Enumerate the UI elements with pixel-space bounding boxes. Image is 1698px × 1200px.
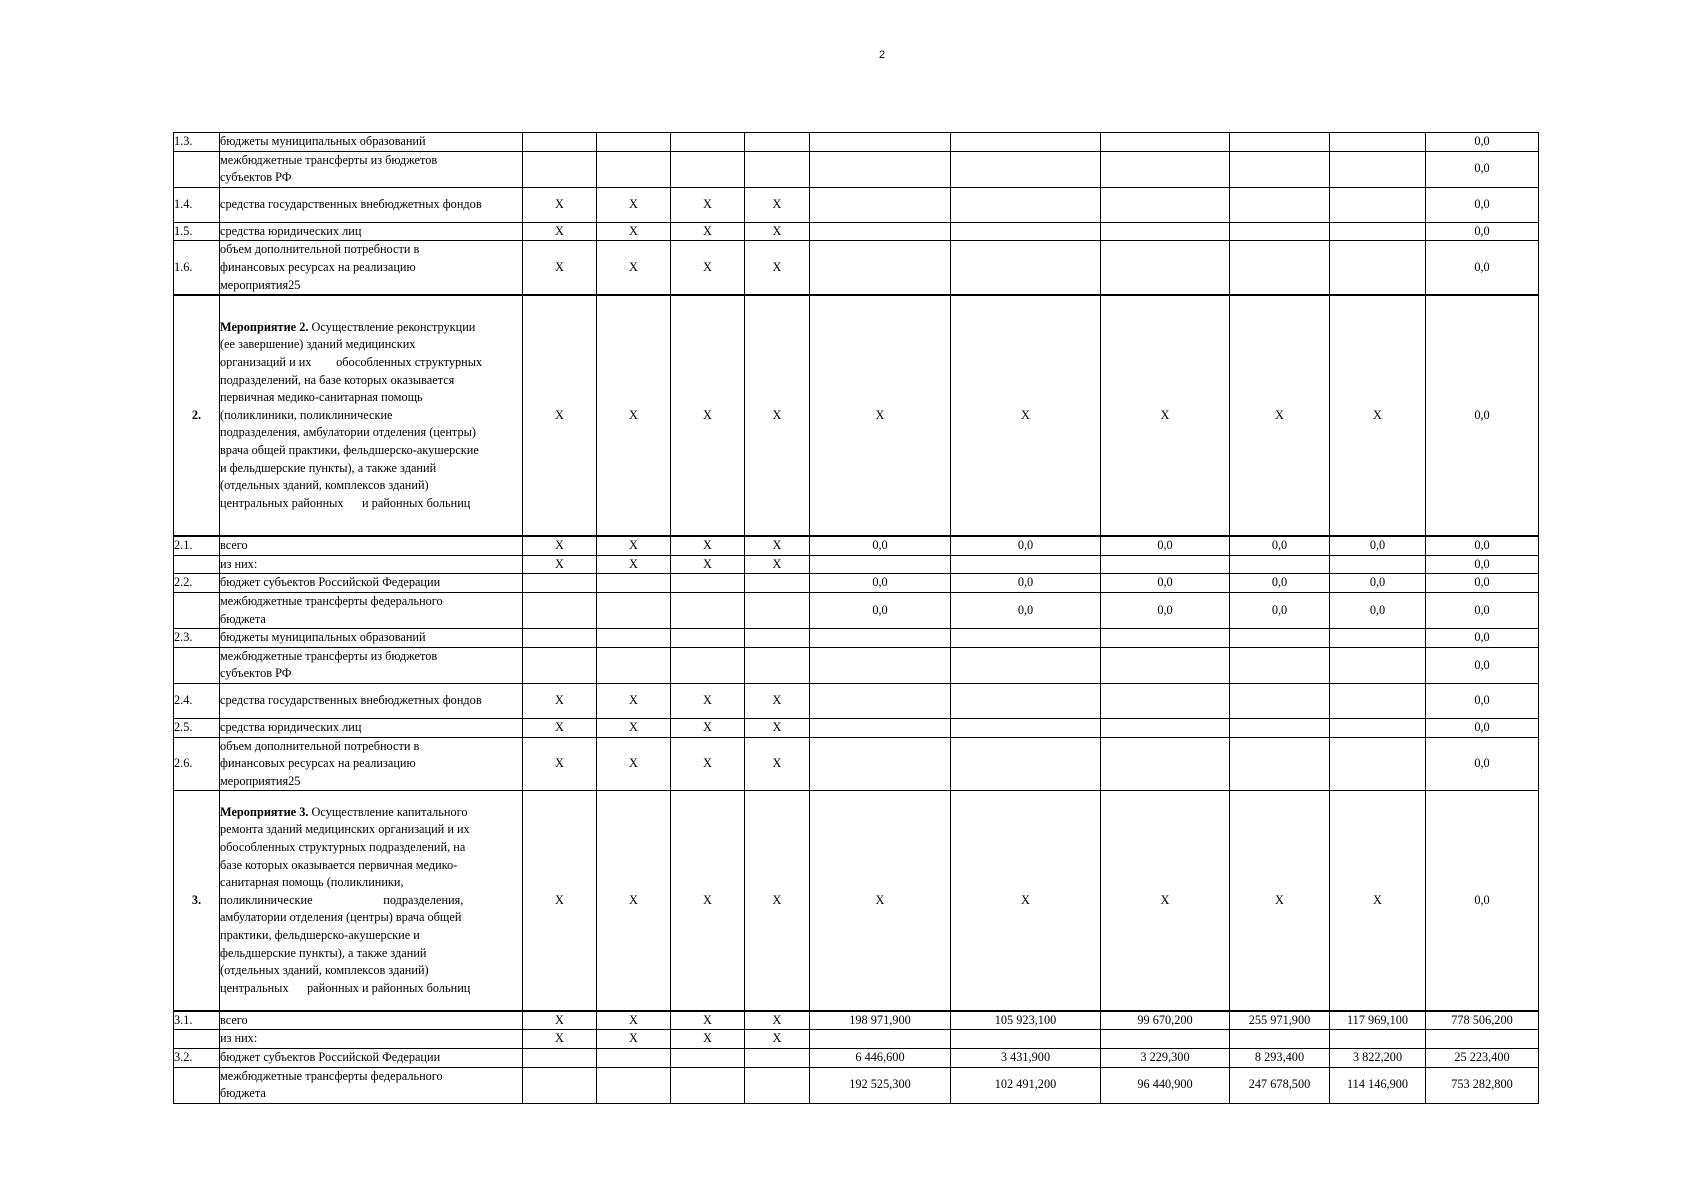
indicator-cell: Х [523,555,597,574]
amount-cell [1230,133,1330,152]
amount-cell [1330,737,1426,791]
amount-cell [951,683,1101,718]
indicator-cell [671,592,745,628]
table-row [174,151,1539,187]
indicator-cell: Х [597,718,671,737]
indicator-cell: Х [523,295,597,536]
table-row [174,1011,1539,1030]
amount-cell [1230,718,1330,737]
row-description-text: бюджет субъектов Российской Федерации [220,575,441,590]
indicator-cell: Х [745,1030,810,1049]
indicator-cell: Х [597,241,671,295]
amount-cell: 0,0 [1330,574,1426,593]
total-cell: 0,0 [1426,133,1539,152]
row-number [174,151,220,187]
indicator-cell: Х [745,536,810,555]
amount-cell [810,1030,951,1049]
row-description-text: средства юридических лиц [220,719,362,734]
row-number: 2.3. [174,629,220,648]
indicator-cell: Х [597,536,671,555]
table-row [174,1067,1539,1103]
row-number: 2.2. [174,574,220,593]
amount-cell [810,647,951,683]
activity-title: Мероприятие 2. [220,319,309,334]
indicator-cell: Х [671,1030,745,1049]
amount-cell [1101,133,1230,152]
indicator-cell: Х [745,187,810,222]
row-description-text: из них: [220,556,258,571]
indicator-cell: Х [597,683,671,718]
row-description [220,295,523,536]
table-row [174,555,1539,574]
row-description-text: бюджет субъектов Российской Федерации [220,1049,441,1064]
row-number: 2.4. [174,683,220,718]
indicator-cell [671,647,745,683]
amount-cell: Х [810,295,951,536]
row-description-text: всего [220,1012,248,1027]
row-description-text: межбюджетные трансферты федерального бюджета [220,593,443,626]
amount-cell [1230,151,1330,187]
row-description [220,683,523,718]
amount-cell: 8 293,400 [1230,1048,1330,1067]
row-number [174,555,220,574]
amount-cell: 247 678,500 [1230,1067,1330,1103]
amount-cell: 6 446,600 [810,1048,951,1067]
amount-cell: 0,0 [951,592,1101,628]
amount-cell: Х [810,791,951,1011]
amount-cell: Х [1230,791,1330,1011]
row-number [174,647,220,683]
amount-cell [1230,555,1330,574]
amount-cell: 192 525,300 [810,1067,951,1103]
row-description [220,151,523,187]
row-description-text: средства юридических лиц [220,223,362,238]
amount-cell [810,222,951,241]
indicator-cell: Х [671,222,745,241]
row-description [220,555,523,574]
row-description-text: бюджеты муниципальных образований [220,630,426,645]
indicator-cell: Х [671,683,745,718]
row-description [220,187,523,222]
table-row [174,647,1539,683]
table-row [174,222,1539,241]
indicator-cell: Х [523,791,597,1011]
row-description-text: объем дополнительной потребности в финансовых ресурсах на реализацию мероприятия25 [220,242,420,292]
row-description [220,1011,523,1030]
total-cell: 0,0 [1426,555,1539,574]
row-description [220,574,523,593]
amount-cell [951,718,1101,737]
table-row [174,683,1539,718]
amount-cell [1330,222,1426,241]
amount-cell: 102 491,200 [951,1067,1101,1103]
table-row [174,295,1539,536]
amount-cell [1230,241,1330,295]
indicator-cell: Х [745,683,810,718]
total-cell: 0,0 [1426,647,1539,683]
table-row [174,187,1539,222]
amount-cell: 0,0 [1101,592,1230,628]
amount-cell: 0,0 [1330,536,1426,555]
row-description [220,222,523,241]
row-description [220,1030,523,1049]
row-number: 3.2. [174,1048,220,1067]
total-cell [1426,1030,1539,1049]
amount-cell [1101,1030,1230,1049]
indicator-cell [523,133,597,152]
total-cell: 0,0 [1426,718,1539,737]
row-description-text: межбюджетные трансферты из бюджетов субъектов РФ [220,152,438,185]
indicator-cell: Х [671,241,745,295]
amount-cell [1330,683,1426,718]
amount-cell [951,241,1101,295]
table-row [174,592,1539,628]
amount-cell [810,629,951,648]
amount-cell: 3 431,900 [951,1048,1101,1067]
indicator-cell: Х [745,718,810,737]
amount-cell [810,737,951,791]
indicator-cell [671,574,745,593]
indicator-cell [671,1067,745,1103]
row-number: 1.6. [174,241,220,295]
total-cell: 0,0 [1426,791,1539,1011]
total-cell: 0,0 [1426,187,1539,222]
row-description-text: средства государственных внебюджетных фондов [220,693,482,708]
indicator-cell [745,1067,810,1103]
indicator-cell [671,133,745,152]
indicator-cell: Х [671,295,745,536]
indicator-cell [745,647,810,683]
indicator-cell: Х [745,222,810,241]
amount-cell [1230,187,1330,222]
amount-cell [951,647,1101,683]
amount-cell [1330,151,1426,187]
indicator-cell: Х [745,555,810,574]
indicator-cell: Х [597,737,671,791]
indicator-cell: Х [523,536,597,555]
amount-cell [1330,555,1426,574]
amount-cell [1101,151,1230,187]
amount-cell [1101,683,1230,718]
total-cell: 25 223,400 [1426,1048,1539,1067]
amount-cell: 198 971,900 [810,1011,951,1030]
row-number [174,1030,220,1049]
total-cell: 753 282,800 [1426,1067,1539,1103]
amount-cell [810,683,951,718]
amount-cell [1101,222,1230,241]
total-cell: 0,0 [1426,222,1539,241]
indicator-cell: Х [523,241,597,295]
indicator-cell: Х [671,187,745,222]
amount-cell [1230,683,1330,718]
amount-cell [1230,737,1330,791]
row-number [174,1067,220,1103]
amount-cell: 0,0 [1230,536,1330,555]
indicator-cell: Х [523,737,597,791]
row-description-text: бюджеты муниципальных образований [220,134,426,148]
row-description-text: межбюджетные трансферты из бюджетов субъектов РФ [220,648,438,681]
row-description [220,737,523,791]
row-description [220,1048,523,1067]
indicator-cell: Х [671,737,745,791]
indicator-cell [745,1048,810,1067]
amount-cell [951,1030,1101,1049]
table-row [174,629,1539,648]
indicator-cell [523,151,597,187]
indicator-cell [597,629,671,648]
row-description-text: межбюджетные трансферты федерального бюджета [220,1068,443,1101]
total-cell: 0,0 [1426,241,1539,295]
row-description [220,791,523,1011]
indicator-cell: Х [597,222,671,241]
indicator-cell: Х [745,1011,810,1030]
indicator-cell: Х [745,295,810,536]
row-description-text: Осуществление реконструкции (ее завершение) зданий медицинских организаций и их обособленных структурных подразделений, на базе которых оказывается первичная медико-санитарная помощь (поликлиники, поликлинические подразделения, амбулатории отделения (центры) врача общей практики, фельдшерско-акушерские и фельдшерские пункты), а также зданий (отдельных зданий, комплексов зданий) центральных районных и районных больниц [220,319,483,510]
amount-cell [1330,1030,1426,1049]
table-row [174,241,1539,295]
indicator-cell [671,1048,745,1067]
indicator-cell: Х [745,791,810,1011]
indicator-cell: Х [745,737,810,791]
table-row [174,574,1539,593]
amount-cell [1330,187,1426,222]
indicator-cell: Х [523,718,597,737]
indicator-cell: Х [671,536,745,555]
row-description-text: из них: [220,1031,258,1046]
amount-cell [951,151,1101,187]
row-description [220,718,523,737]
amount-cell [1230,647,1330,683]
amount-cell: 0,0 [1230,574,1330,593]
indicator-cell [597,647,671,683]
amount-cell: 0,0 [1330,592,1426,628]
amount-cell [810,133,951,152]
amount-cell: Х [951,295,1101,536]
amount-cell: 3 229,300 [1101,1048,1230,1067]
indicator-cell: Х [745,241,810,295]
indicator-cell [745,574,810,593]
indicator-cell: Х [523,222,597,241]
row-description-text: объем дополнительной потребности в финансовых ресурсах на реализацию мероприятия25 [220,738,420,788]
amount-cell [1101,241,1230,295]
amount-cell: Х [951,791,1101,1011]
indicator-cell [523,1048,597,1067]
amount-cell [810,151,951,187]
row-number: 1.3. [174,133,220,152]
total-cell: 0,0 [1426,592,1539,628]
indicator-cell: Х [597,1030,671,1049]
row-number: 2.6. [174,737,220,791]
amount-cell [951,737,1101,791]
amount-cell [1101,647,1230,683]
amount-cell [951,629,1101,648]
amount-cell: Х [1101,791,1230,1011]
indicator-cell [597,574,671,593]
indicator-cell [597,1067,671,1103]
amount-cell: 0,0 [810,592,951,628]
table-row [174,737,1539,791]
row-description [220,241,523,295]
indicator-cell [523,1067,597,1103]
indicator-cell [597,592,671,628]
amount-cell: 0,0 [1101,536,1230,555]
indicator-cell [523,592,597,628]
row-description [220,647,523,683]
row-description [220,592,523,628]
amount-cell: 96 440,900 [1101,1067,1230,1103]
row-number: 2.1. [174,536,220,555]
amount-cell [1101,737,1230,791]
indicator-cell: Х [597,1011,671,1030]
amount-cell [951,222,1101,241]
table-row [174,1030,1539,1049]
row-number: 3.1. [174,1011,220,1030]
amount-cell: 0,0 [1101,574,1230,593]
amount-cell: Х [1230,295,1330,536]
row-description [220,536,523,555]
table-row [174,536,1539,555]
amount-cell [1101,718,1230,737]
amount-cell: Х [1330,791,1426,1011]
indicator-cell [597,151,671,187]
amount-cell [1330,647,1426,683]
total-cell: 0,0 [1426,151,1539,187]
row-description-text: Осуществление капитального ремонта зданий медицинских организаций и их обособленных структурных подразделений, на базе которых оказывается первичная медико- санитарная помощь (поликлиники, поликлинические подразделения, амбулатории отделения (центры) врача общей практики, фельдшерско-акушерские и фельдшерские пункты), а также зданий (отдельных зданий, комплексов зданий) центральных районных и районных больниц [220,804,471,995]
amount-cell [951,187,1101,222]
amount-cell [1101,555,1230,574]
amount-cell [810,241,951,295]
amount-cell [951,555,1101,574]
amount-cell: 0,0 [1230,592,1330,628]
total-cell: 0,0 [1426,683,1539,718]
amount-cell [1330,133,1426,152]
table-row [174,1048,1539,1067]
activity-title: Мероприятие 3. [220,804,309,819]
budget-table-body [174,133,1539,1104]
row-description [220,133,523,152]
row-description-text: всего [220,538,248,553]
amount-cell: 0,0 [810,574,951,593]
amount-cell [1330,629,1426,648]
page-number: 2 [878,49,886,61]
indicator-cell: Х [597,187,671,222]
row-number: 2.5. [174,718,220,737]
indicator-cell: Х [671,555,745,574]
indicator-cell [745,592,810,628]
indicator-cell: Х [523,1030,597,1049]
amount-cell: 114 146,900 [1330,1067,1426,1103]
indicator-cell [671,151,745,187]
amount-cell [810,718,951,737]
budget-table [173,132,1539,1104]
amount-cell [1330,241,1426,295]
indicator-cell: Х [523,683,597,718]
amount-cell: 99 670,200 [1101,1011,1230,1030]
table-row [174,718,1539,737]
indicator-cell [597,133,671,152]
indicator-cell [671,629,745,648]
total-cell: 778 506,200 [1426,1011,1539,1030]
row-description [220,1067,523,1103]
indicator-cell [597,1048,671,1067]
total-cell: 0,0 [1426,737,1539,791]
amount-cell: 0,0 [810,536,951,555]
amount-cell: 3 822,200 [1330,1048,1426,1067]
amount-cell: 255 971,900 [1230,1011,1330,1030]
amount-cell [1230,222,1330,241]
amount-cell [1230,629,1330,648]
amount-cell [1330,718,1426,737]
table-row [174,133,1539,152]
total-cell: 0,0 [1426,295,1539,536]
indicator-cell: Х [671,718,745,737]
amount-cell: 0,0 [951,536,1101,555]
indicator-cell: Х [597,555,671,574]
indicator-cell [745,151,810,187]
row-number: 2. [174,295,220,536]
amount-cell: 0,0 [951,574,1101,593]
amount-cell [1101,187,1230,222]
indicator-cell [523,647,597,683]
indicator-cell [745,133,810,152]
row-description-text: средства государственных внебюджетных фондов [220,196,482,211]
row-number: 1.4. [174,187,220,222]
total-cell: 0,0 [1426,574,1539,593]
amount-cell [1230,1030,1330,1049]
row-description [220,629,523,648]
indicator-cell: Х [671,791,745,1011]
total-cell: 0,0 [1426,536,1539,555]
indicator-cell [523,629,597,648]
amount-cell [810,187,951,222]
indicator-cell: Х [523,187,597,222]
table-row [174,791,1539,1011]
amount-cell: Х [1101,295,1230,536]
amount-cell: 117 969,100 [1330,1011,1426,1030]
indicator-cell: Х [597,791,671,1011]
amount-cell [810,555,951,574]
amount-cell: 105 923,100 [951,1011,1101,1030]
amount-cell: Х [1330,295,1426,536]
indicator-cell [523,574,597,593]
amount-cell [1101,629,1230,648]
indicator-cell: Х [671,1011,745,1030]
row-number: 3. [174,791,220,1011]
indicator-cell: Х [597,295,671,536]
total-cell: 0,0 [1426,629,1539,648]
indicator-cell [745,629,810,648]
amount-cell [951,133,1101,152]
row-number: 1.5. [174,222,220,241]
row-number [174,592,220,628]
indicator-cell: Х [523,1011,597,1030]
